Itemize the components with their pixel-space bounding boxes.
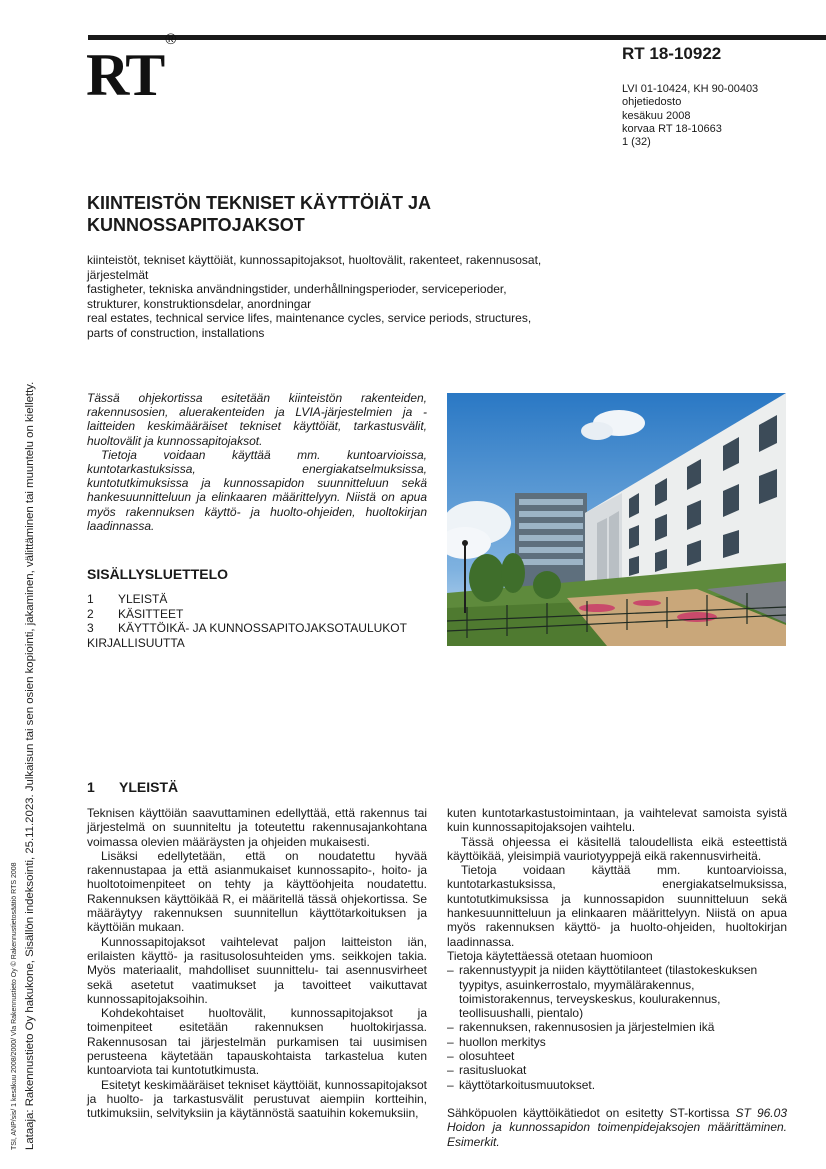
meta-line: kesäkuu 2008 — [622, 109, 691, 122]
sidebar-download-notice: Lataaja: Rakennustieto Oy hakukone, Sisällön indeksointi, 25.11.2023. Julkaisun tai sen osien kopiointi, jakaminen, välittäminen tai muuntelu on kielletty. — [24, 381, 36, 1150]
list-item: – huollon merkitys — [447, 1034, 546, 1049]
toc-item: 2 KÄSITTEET — [87, 606, 184, 621]
paragraph: Tässä ohjeessa ei käsitellä taloudellista eikä esteettistä käyttöikää, yleisimpiä vauriotyyppejä eikä rakennusvirheitä. — [447, 834, 787, 863]
paragraph: Lisäksi edellytetään, että on noudatettu hyvää rakennustapaa ja että asianmukaiset kunnossapito-, hoito- ja huoltotoimenpiteet on tehty ja käyttöohjeita noudatettu. Rakennuksen käyttöikää R, ei määritellä tässä ohjekortissa. Se määräytyy rakennuksen suunnitellun käyttötarkoituksen ja käyttöiän mukaan. — [87, 848, 427, 935]
list-item: – rasitusluokat — [447, 1063, 527, 1078]
paragraph: Tietoja käytettäessä otetaan huomioon — [447, 948, 653, 963]
paragraph: Kohdekohtaiset huoltovälit, kunnossapitojaksot ja toimenpiteet esitetään rakennuksen huoltokirjassa. Rakennusosan tai järjestelmän purkamisen tai uusimisen perusteena käytetään tapauskohtaista tarkastelua kuten kuntoarviota tai kuntotutkimusta. — [87, 1006, 427, 1078]
list-item: – rakennustyypit ja niiden käyttötilanteet (tilastokeskuksen tyypitys, asuinkerrostalo, myymälärakennus, toimistorakennus, terveyskeskus, koulurakennus, teollisuushalli, pientalo) — [447, 963, 758, 1021]
paragraph: Kunnossapitojaksot vaihtelevat paljon laitteiston iän, erilaisten käyttö- ja rasitusolosuhteiden yms. seikkojen takia. Myös materiaalit, mahdolliset suunnittelu- tai asennusvirheet sekä asetetut vaatimukset ja tavoitteet vaikuttavat kunnossapitojaksoihin. — [87, 934, 427, 1006]
body-column-left — [87, 806, 427, 1121]
document-number: RT 18-10922 — [622, 44, 722, 63]
list-item: – rakennuksen, rakennusosien ja järjestelmien ikä — [447, 1020, 715, 1035]
meta-line: LVI 01-10424, KH 90-00403 — [622, 83, 759, 95]
document-meta — [622, 83, 758, 149]
intro-text: Tässä ohjekortissa esitetään kiinteistön rakenteiden, rakennusosien, aluerakenteiden ja LVIA-järjestelmien ja -laitteiden keskimääräiset tekniset käyttöiät, tarkastusvälit, huoltovälit ja kunnossapitojaksot. Tietoja voidaan käyttää mm. kuntoarvioissa, kuntotarkastuksissa, energiakatselmuksissa, kuntotutkimuksissa ja kunnossapidon suunnitteluun sekä hankesuunnitteluun ja elinkaaren määrittelyyn. Niistä on apua myös rakennuksen käyttö- ja huolto-ohjeiden, huoltokirjan laadinnassa. — [87, 391, 427, 533]
building-photo — [447, 393, 786, 646]
paragraph: kuten kuntotarkastustoimintaan, ja vaihtelevat samoista syistä kuin kunnossapitojaksojen vaihtelu. — [447, 806, 787, 835]
page-title: KIINTEISTÖN TEKNISET KÄYTTÖIÄT JA KUNNOSSAPITOJAKSOT — [87, 193, 432, 235]
toc-item: 1 YLEISTÄ — [87, 592, 168, 606]
meta-line: ohjetiedosto — [622, 96, 682, 109]
toc-item: KIRJALLISUUTTA — [87, 635, 185, 650]
paragraph: Esitetyt keskimääräiset tekniset käyttöiät, kunnossapitojaksot ja huolto- ja tarkastusvälit perustuvat aiempiin kortteihin, tutkimuksiin, selvityksiin ja käytännöstä saatuihin kokemuksiin, — [87, 1077, 427, 1121]
meta-line: korvaa RT 18-10663 — [622, 122, 722, 135]
section-heading: 1 YLEISTÄ — [87, 779, 179, 795]
rt-logo: RT® — [86, 31, 175, 108]
meta-line: 1 (32) — [622, 136, 651, 149]
paragraph: Teknisen käyttöiän saavuttaminen edellyttää, että rakennus tai järjestelmä on suunniteltu ja toteutettu rakennusajankohtana voimassa olevien määräysten ja ohjeiden mukaisesti. — [87, 806, 427, 849]
table-of-contents — [87, 592, 407, 650]
body-column-right — [447, 806, 787, 1149]
paragraph: Tietoja voidaan käyttää mm. kuntoarvioissa, kuntotarkastuksissa, energiakatselmuksissa, kuntotutkimuksissa ja kunnossapidon suunnitteluun sekä hankesuunnitteluun ja elinkaaren määrittelyyn. Niistä on apua myös rakennuksen käyttö- ja huolto-ohjeiden, huoltokirjan laadinnassa. — [447, 863, 787, 949]
header-rule — [88, 35, 826, 40]
sidebar-print-info: TSI, ANP/sis/ 1 kesäkuu 2008/2000/ Vla Rakennustieto Oy © Rakennustietosäätiö RTS 2008 — [11, 862, 18, 1150]
toc-item: 3 KÄYTTÖIKÄ- JA KUNNOSSAPITOJAKSOTAULUKOT — [87, 621, 407, 635]
keywords: kiinteistöt, tekniset käyttöiät, kunnossapitojaksot, huoltovälit, rakenteet, rakennusosat, järjestelmät fastigheter, tekniska användningstider, underhållningsperioder, serviceperioder, strukturer, konstruktionsdelar, anordningar real estates, technical service lifes, maintenance cycles, service periods, structures, parts of construction, installations — [87, 253, 542, 340]
toc-title: SISÄLLYSLUETTELO — [87, 566, 229, 582]
list-item: – käyttötarkoitusmuutokset. — [447, 1077, 596, 1092]
list-item: – olosuhteet — [447, 1049, 515, 1064]
paragraph: Sähköpuolen käyttöikätiedot on esitetty ST-kortissa ST 96.03 Hoidon ja kunnossapidon toimenpidejaksojen määrittäminen. Esimerkit. — [447, 1105, 787, 1149]
